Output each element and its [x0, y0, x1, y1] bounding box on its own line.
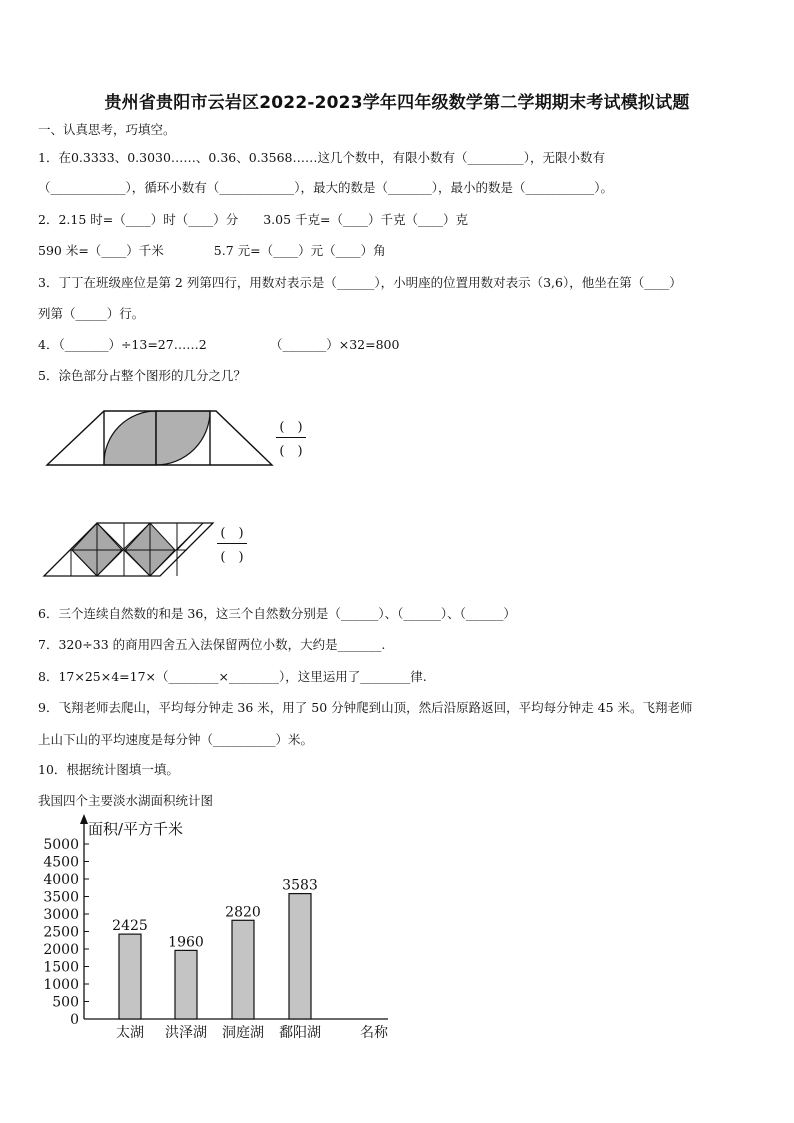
question-2-line-2: 590 米=（____）千米 5.7 元=（____）元（____）角 [38, 243, 386, 258]
question-9-line-1: 9．飞翔老师去爬山，平均每分钟走 36 米，用了 50 分钟爬到山顶，然后沿原路返回，平均每分钟走 45 米。飞翔老师 [38, 700, 693, 715]
bar-鄱阳湖 [289, 894, 311, 1019]
y-tick-label: 1000 [43, 977, 79, 993]
question-4-part-2: （_______）×32=800 [270, 337, 400, 352]
x-tick-label: 洞庭湖 [222, 1025, 264, 1041]
question-8: 8．17×25×4=17×（________×________），这里运用了________律. [38, 669, 427, 684]
question-1-line-1: 1．在0.3333、0.3030……、0.36、0.3568……这几个数中，有限小数有（_________），无限小数有 [38, 150, 605, 165]
section-heading: 一、认真思考，巧填空。 [38, 122, 176, 137]
bar-洞庭湖 [232, 920, 254, 1019]
shaded-quarter-mid [156, 411, 210, 465]
question-3-line-2: 列第（_____）行。 [38, 306, 145, 321]
x-axis-label: 名称 [360, 1025, 388, 1041]
y-tick-label: 1500 [43, 959, 79, 976]
y-tick-label: 3500 [43, 889, 79, 906]
y-axis-label: 面积/平方千米 [88, 820, 184, 838]
bar-value-label: 1960 [168, 934, 204, 951]
question-6: 6．三个连续自然数的和是 36，这三个自然数分别是（______）、（______）、（______） [38, 606, 516, 621]
y-tick-label: 2000 [43, 942, 79, 958]
question-9-line-2: 上山下山的平均速度是每分钟（__________）米。 [38, 732, 314, 747]
y-axis-arrow [80, 814, 88, 824]
x-tick-label: 洪泽湖 [165, 1025, 207, 1041]
x-tick-label: 鄱阳湖 [279, 1025, 321, 1041]
y-tick-label: 2500 [43, 924, 79, 941]
lake-area-bar-chart [36, 810, 406, 1045]
bar-value-label: 2425 [112, 918, 148, 935]
parallelogram-figure [40, 518, 220, 582]
y-tick-label: 500 [52, 994, 79, 1011]
fraction-blank-2: ( ) ( ) [217, 522, 247, 565]
shaded-quarter-left [104, 411, 156, 465]
question-10-text: 10．根据统计图填一填。 [38, 762, 179, 777]
y-tick-label: 0 [70, 1012, 79, 1028]
page-title: 贵州省贵阳市云岩区2022-2023学年四年级数学第二学期期末考试模拟试题 [104, 93, 690, 113]
question-1-line-2: （____________），循环小数有（____________），最大的数是（_______），最小的数是（___________）。 [38, 180, 614, 195]
x-tick-label: 太湖 [116, 1025, 144, 1041]
trapezoid-figure [44, 405, 276, 470]
y-tick-label: 3000 [43, 907, 79, 923]
question-7: 7．320÷33 的商用四舍五入法保留两位小数，大约是_______. [38, 637, 386, 652]
bar-太湖 [119, 934, 141, 1019]
bar-洪泽湖 [175, 950, 197, 1019]
y-tick-label: 4500 [43, 854, 79, 871]
y-tick-label: 5000 [43, 837, 79, 853]
bar-value-label: 2820 [225, 904, 261, 921]
question-3-line-1: 3．丁丁在班级座位是第 2 列第四行，用数对表示是（______），小明座的位置用数对表示（3,6），他坐在第（____） [38, 275, 682, 290]
question-4-part-1: 4．（_______）÷13=27……2 [38, 337, 207, 352]
question-2-line-1: 2．2.15 时=（____）时（____）分 3.05 千克=（____）千克（____）克 [38, 212, 469, 227]
y-tick-label: 4000 [43, 872, 79, 888]
bar-value-label: 3583 [282, 877, 318, 894]
question-5-text: 5．涂色部分占整个图形的几分之几？ [38, 368, 246, 383]
fraction-blank-1: ( ) ( ) [276, 416, 306, 459]
chart-title: 我国四个主要淡水湖面积统计图 [38, 793, 214, 808]
